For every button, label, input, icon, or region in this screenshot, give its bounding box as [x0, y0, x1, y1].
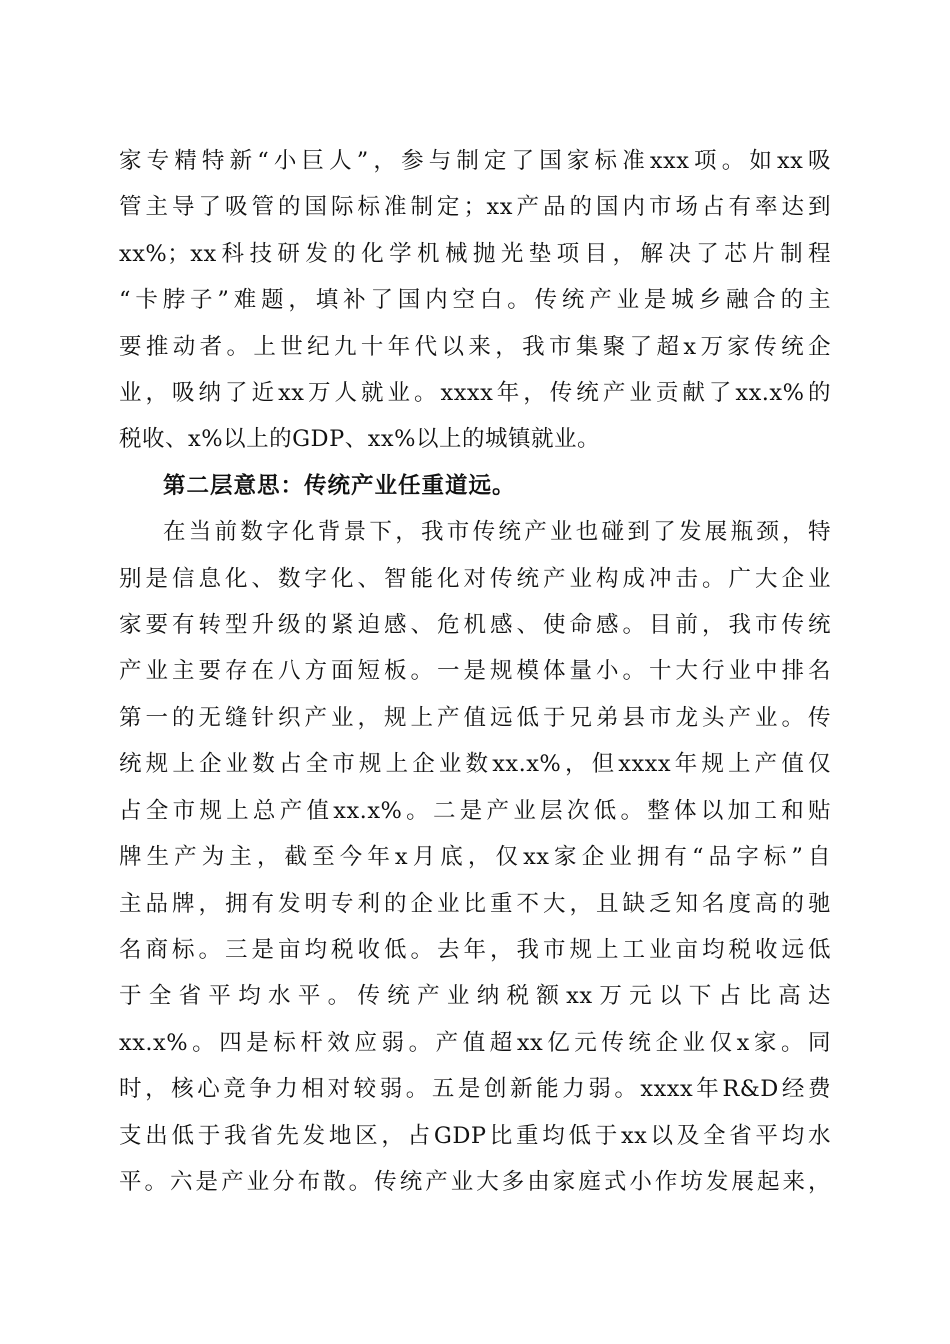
- text-line: 牌生产为主，截至今年x月底，仅xx家企业拥有“品字标”自: [119, 844, 831, 871]
- text-line: 税收、x%以上的GDP、xx%以上的城镇就业。: [119, 426, 600, 453]
- text-line: xx.x%。四是标杆效应弱。产值超xx亿元传统企业仅x家。同: [119, 1029, 831, 1056]
- text-line: 要推动者。上世纪九十年代以来，我市集聚了超x万家传统企: [119, 333, 831, 360]
- text-line: 在当前数字化背景下，我市传统产业也碰到了发展瓶颈，特: [163, 519, 831, 546]
- text-line: 产业主要存在八方面短板。一是规模体量小。十大行业中排名: [119, 658, 831, 685]
- section-heading: 第二层意思：传统产业任重道远。: [163, 472, 516, 499]
- text-line: 家专精特新“小巨人”，参与制定了国家标准xxx项。如xx吸: [119, 148, 831, 174]
- text-line: 平。六是产业分布散。传统产业大多由家庭式小作坊发展起来，: [119, 1168, 831, 1195]
- paragraph-continued: [119, 138, 831, 463]
- text-line: “卡脖子”难题，填补了国内空白。传统产业是城乡融合的主: [119, 287, 831, 314]
- text-line: 第一的无缝针织产业，规上产值远低于兄弟县市龙头产业。传: [119, 704, 831, 731]
- text-line: 管主导了吸管的国际标准制定；xx产品的国内市场占有率达到: [119, 194, 831, 221]
- text-line: 支出低于我省先发地区，占GDP比重均低于xx以及全省平均水: [119, 1122, 831, 1149]
- paragraph-main: [119, 509, 831, 1205]
- text-line: 时，核心竞争力相对较弱。五是创新能力弱。xxxx年R&D经费: [119, 1076, 831, 1103]
- text-line: 业，吸纳了近xx万人就业。xxxx年，传统产业贡献了xx.x%的: [119, 380, 831, 407]
- text-line: 于全省平均水平。传统产业纳税额xx万元以下占比高达: [119, 983, 831, 1010]
- text-line: 别是信息化、数字化、智能化对传统产业构成冲击。广大企业: [119, 565, 831, 592]
- text-line: 家要有转型升级的紧迫感、危机感、使命感。目前，我市传统: [119, 612, 831, 639]
- text-line: 名商标。三是亩均税收低。去年，我市规上工业亩均税收远低: [119, 936, 831, 963]
- document-body: [119, 138, 831, 1205]
- text-line: xx%；xx科技研发的化学机械抛光垫项目，解决了芯片制程: [119, 240, 831, 267]
- text-line: 统规上企业数占全市规上企业数xx.x%，但xxxx年规上产值仅: [119, 751, 831, 778]
- text-line: 主品牌，拥有发明专利的企业比重不大，且缺乏知名度高的驰: [119, 890, 831, 917]
- text-line: 占全市规上总产值xx.x%。二是产业层次低。整体以加工和贴: [119, 797, 831, 824]
